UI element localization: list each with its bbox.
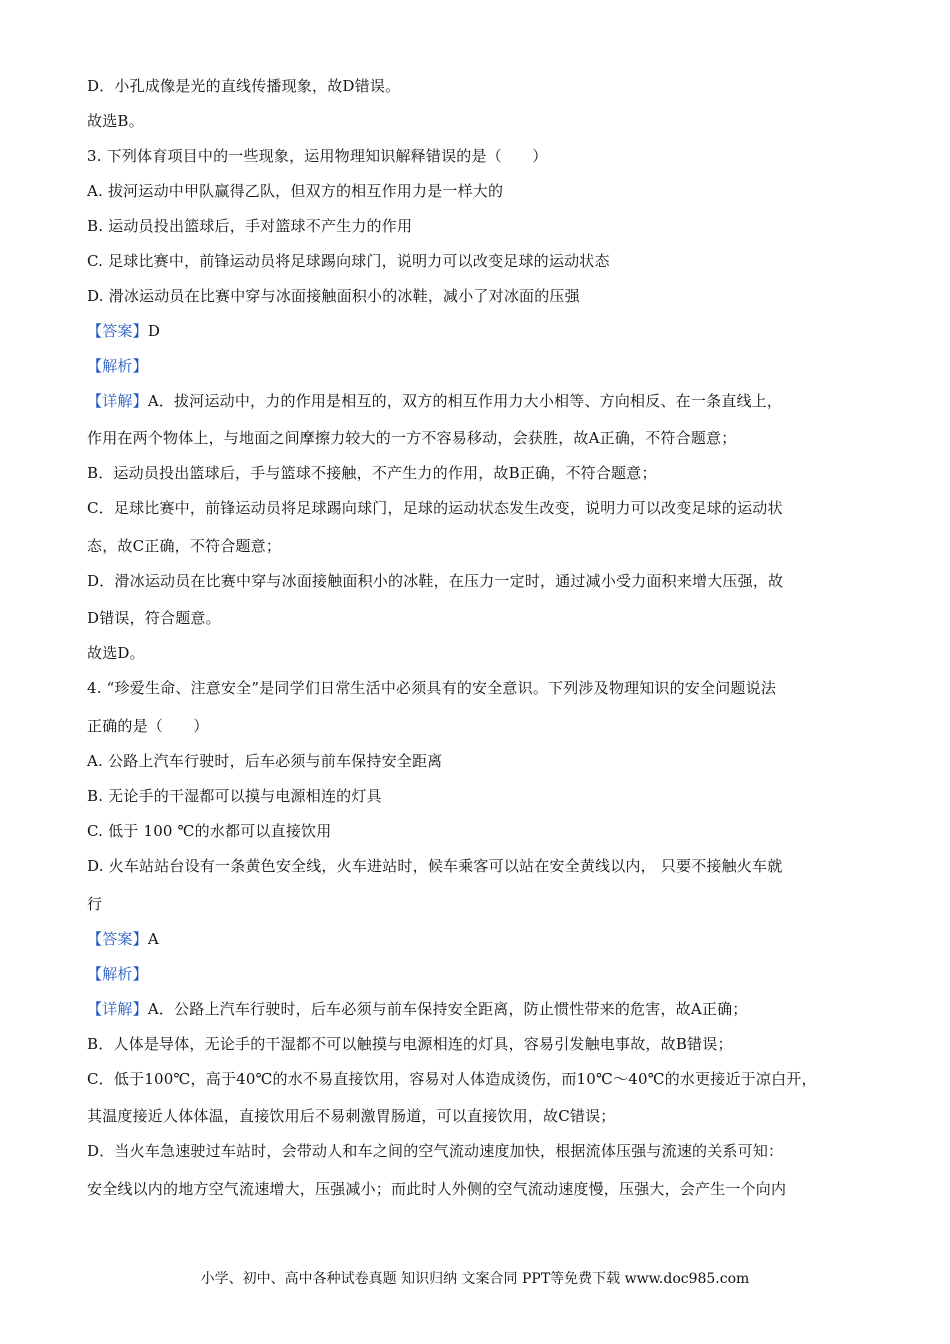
text-line — [87, 497, 867, 519]
line-text: A. 拔河运动中甲队赢得乙队，但双方的相互作用力是一样大的 — [87, 182, 504, 200]
line-text: D错误，符合题意。 — [87, 609, 221, 627]
line-text: C. 足球比赛中，前锋运动员将足球踢向球门，说明力可以改变足球的运动状态 — [87, 252, 610, 270]
line-text: A — [147, 930, 159, 948]
section-tag: 【详解】 — [87, 1000, 148, 1018]
page-footer: 小学、初中、高中各种试卷真题 知识归纳 文案合同 PPT等免费下载 www.doc985.com — [200, 1271, 750, 1287]
line-text: 正确的是（ ） — [87, 717, 209, 735]
text-line — [87, 1033, 867, 1055]
text-line — [87, 110, 867, 132]
text-line — [87, 215, 867, 237]
text-line — [87, 998, 867, 1020]
text-line — [87, 820, 867, 842]
line-text: 作用在两个物体上，与地面之间摩擦力较大的一方不容易移动，会获胜，故A正确，不符合题意； — [87, 429, 737, 447]
text-line — [87, 285, 867, 307]
line-text: D. 火车站站台设有一条黄色安全线，火车进站时，候车乘客可以站在安全黄线以内， 只要不接触火车就 — [87, 857, 783, 875]
line-text: B．运动员投出篮球后，手与篮球不接触，不产生力的作用，故B正确，不符合题意； — [87, 464, 657, 482]
line-text: D．当火车急速驶过车站时，会带动人和车之间的空气流动速度加快，根据流体压强与流速的关系可知： — [87, 1142, 784, 1160]
text-line — [87, 180, 867, 202]
line-text: 3. 下列体育项目中的一些现象，运用物理知识解释错误的是（ ） — [87, 147, 548, 165]
line-text: D．滑冰运动员在比赛中穿与冰面接触面积小的冰鞋，在压力一定时，通过减小受力面积来增大压强，故 — [87, 572, 784, 590]
text-line — [87, 928, 867, 950]
line-text: B. 无论手的干湿都可以摸与电源相连的灯具 — [87, 787, 382, 805]
text-line — [87, 893, 867, 915]
text-line — [87, 250, 867, 272]
line-text: 故选D。 — [87, 644, 145, 662]
text-line — [87, 390, 867, 412]
line-text: C. 低于 100 ℃的水都可以直接饮用 — [87, 822, 332, 840]
line-text: 其温度接近人体体温，直接饮用后不易刺激胃肠道，可以直接饮用，故C错误； — [87, 1107, 616, 1125]
text-line — [87, 427, 867, 449]
section-tag: 【解析】 — [87, 357, 148, 375]
text-line — [87, 963, 867, 985]
section-tag: 【答案】 — [87, 322, 148, 340]
line-text: 态，故C正确，不符合题意； — [87, 537, 282, 555]
text-line — [87, 785, 867, 807]
line-text: B. 运动员投出篮球后，手对篮球不产生力的作用 — [87, 217, 413, 235]
line-text: D — [147, 322, 161, 340]
line-text: C．足球比赛中，前锋运动员将足球踢向球门，足球的运动状态发生改变，说明力可以改变足球的运动状 — [87, 499, 783, 517]
section-tag: 【解析】 — [87, 965, 148, 983]
text-line — [87, 1105, 867, 1127]
text-line — [87, 715, 867, 737]
line-text: A. 公路上汽车行驶时，后车必须与前车保持安全距离 — [87, 752, 443, 770]
text-line — [87, 1068, 867, 1090]
text-line — [87, 677, 867, 699]
text-line — [87, 462, 867, 484]
line-text: A．公路上汽车行驶时，后车必须与前车保持安全距离，防止惯性带来的危害，故A正确； — [147, 1000, 748, 1018]
text-line — [87, 570, 867, 592]
line-text: D．小孔成像是光的直线传播现象，故D错误。 — [87, 77, 401, 95]
line-text: C．低于100℃，高于40℃的水不易直接饮用，容易对人体造成烫伤，而10℃～40℃的水更接近于凉白开， — [87, 1070, 817, 1088]
text-line — [87, 750, 867, 772]
section-tag: 【详解】 — [87, 392, 148, 410]
section-tag: 【答案】 — [87, 930, 148, 948]
line-text: 4. “珍爱生命、注意安全”是同学们日常生活中必须具有的安全意识。下列涉及物理知识的安全问题说法 — [87, 679, 777, 697]
text-line — [87, 642, 867, 664]
text-line — [87, 535, 867, 557]
text-line — [87, 75, 867, 97]
text-line — [87, 320, 867, 342]
text-line — [87, 145, 867, 167]
text-line — [87, 1178, 867, 1200]
line-text: 行 — [87, 895, 103, 913]
text-line — [87, 855, 867, 877]
text-line — [87, 607, 867, 629]
text-line — [87, 355, 867, 377]
line-text: 故选B。 — [87, 112, 144, 130]
line-text: 安全线以内的地方空气流速增大，压强减小；而此时人外侧的空气流动速度慢，压强大，会产生一个向内 — [87, 1180, 787, 1198]
line-text: B．人体是导体，无论手的干湿都不可以触摸与电源相连的灯具，容易引发触电事故，故B错误； — [87, 1035, 733, 1053]
text-line — [87, 1140, 867, 1162]
line-text: A．拔河运动中，力的作用是相互的，双方的相互作用力大小相等、方向相反、在一条直线上， — [147, 392, 783, 410]
line-text: D. 滑冰运动员在比赛中穿与冰面接触面积小的冰鞋，减小了对冰面的压强 — [87, 287, 580, 305]
